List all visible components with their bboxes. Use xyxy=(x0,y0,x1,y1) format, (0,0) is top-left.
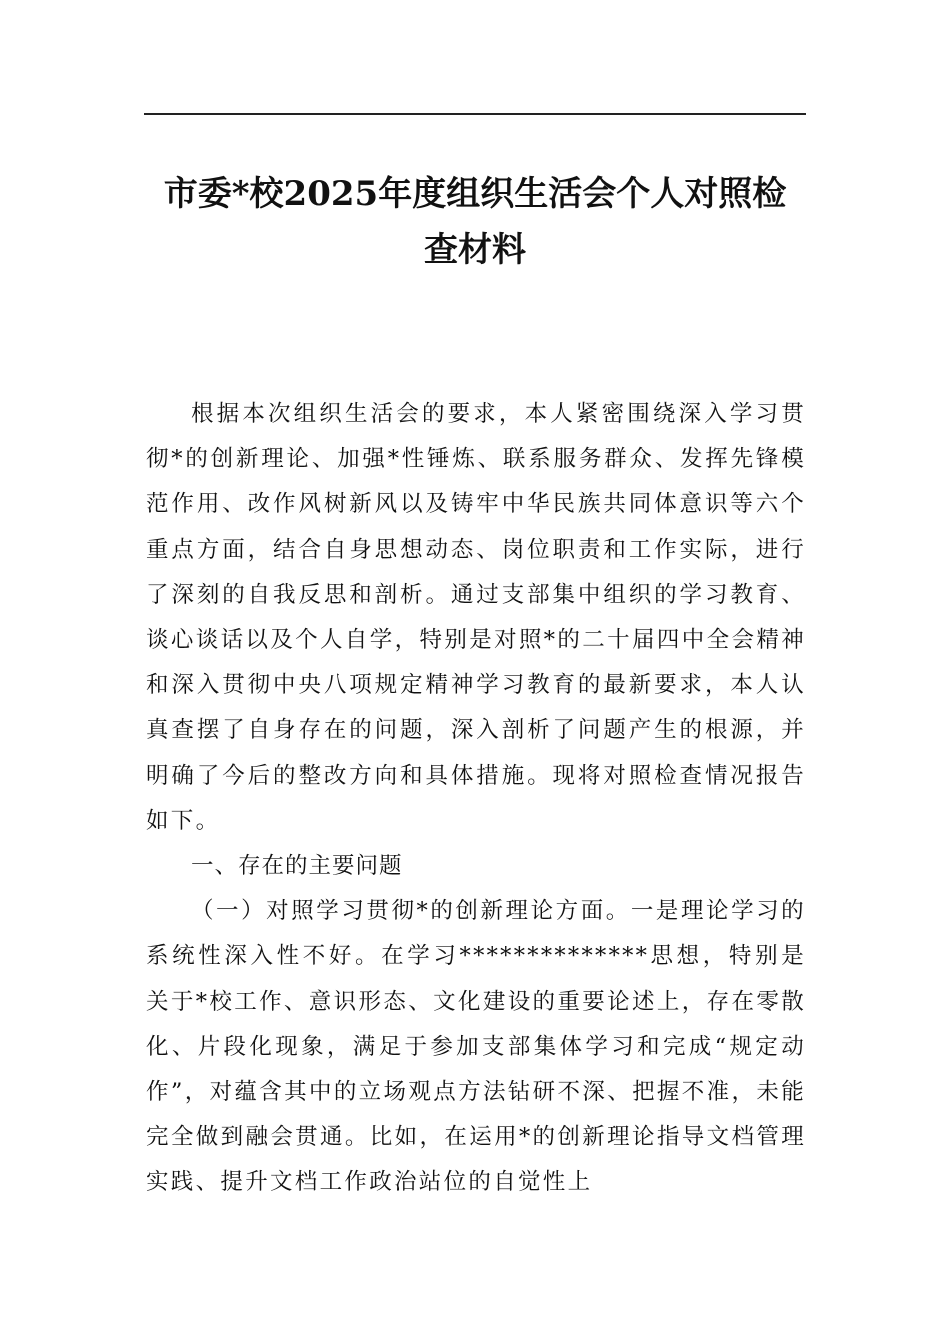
title-line-1: 市委*校2025年度组织生活会个人对照检 xyxy=(163,174,787,214)
header-rule xyxy=(144,113,806,115)
document-body xyxy=(146,392,806,1206)
subsection-text-1: 一是理论学习的系统性深入性不好。在学习**************思想，特别是关于*校工作、意识形态、文化建设的重要论述上，存在零散化、片段化现象，满足于参加支部集体学习和完成“规定动作”，对蕴含其中的立场观点方法钻研不深、把握不准，未能完全做到融会贯通。比如，在运用*的创新理论指导文档管理实践、提升文档工作政治站位的自觉性上 xyxy=(146,898,806,1196)
intro-paragraph: 根据本次组织生活会的要求，本人紧密围绕深入学习贯彻*的创新理论、加强*性锤炼、联系服务群众、发挥先锋模范作用、改作风树新风以及铸牢中华民族共同体意识等六个重点方面，结合自身思想动态、岗位职责和工作实际，进行了深刻的自我反思和剖析。通过支部集中组织的学习教育、谈心谈话以及个人自学，特别是对照*的二十届四中全会精神和深入贯彻中央八项规定精神学习教育的最新要求，本人认真查摆了自身存在的问题，深入剖析了问题产生的根源，并明确了今后的整改方向和具体措施。现将对照检查情况报告如下。 xyxy=(146,401,806,834)
subsection-label-1: （一）对照学习贯彻*的创新理论方面。 xyxy=(191,898,631,925)
title-line-2: 查材料 xyxy=(424,230,526,270)
subsection-paragraph-1 xyxy=(146,889,806,1205)
document-title xyxy=(144,166,806,278)
section-heading-1: 一、存在的主要问题 xyxy=(191,853,403,880)
